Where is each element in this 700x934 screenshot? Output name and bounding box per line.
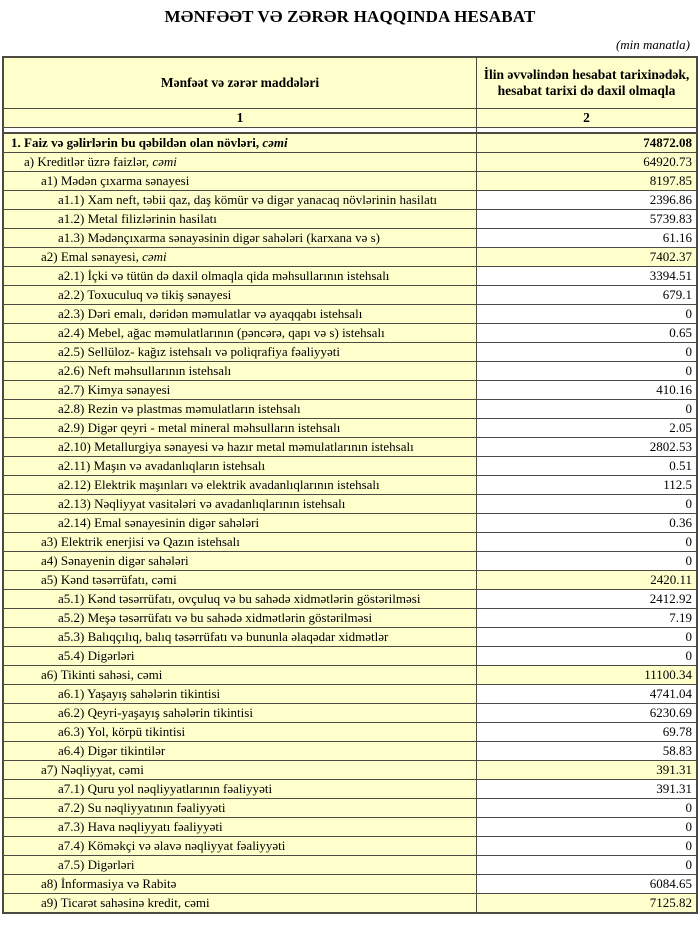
table-row: [4, 400, 696, 419]
row-label: a3) Elektrik enerjisi və Qazın istehsalı: [4, 533, 477, 551]
table-row: [4, 305, 696, 324]
row-value: 391.31: [477, 761, 696, 779]
row-label-cemi-suffix: cəmi: [259, 135, 288, 150]
row-value: 679.1: [477, 286, 696, 304]
row-value: 2420.11: [477, 571, 696, 589]
table-row: [4, 343, 696, 362]
row-label: a5) Kənd təsərrüfatı, cəmi: [4, 571, 477, 589]
table-row: [4, 590, 696, 609]
table-row: [4, 856, 696, 875]
row-label: a2.5) Sellüloz- kağız istehsalı və poliqrafiya fəaliyyəti: [4, 343, 477, 361]
row-label: a2.3) Dəri emalı, dəridən məmulatlar və ayaqqabı istehsalı: [4, 305, 477, 323]
row-label: a2) Emal sənayesi, cəmi: [4, 248, 477, 266]
row-value: 69.78: [477, 723, 696, 741]
table-row: [4, 191, 696, 210]
row-label: a7.2) Su nəqliyyatının fəaliyyəti: [4, 799, 477, 817]
report-table: [2, 56, 698, 914]
row-value: 0: [477, 647, 696, 665]
row-value: 4741.04: [477, 685, 696, 703]
row-value: 0: [477, 628, 696, 646]
row-label: a7.4) Köməkçi və əlavə nəqliyyat fəaliyyəti: [4, 837, 477, 855]
row-value: 410.16: [477, 381, 696, 399]
table-header-row: [4, 58, 696, 109]
table-row: [4, 362, 696, 381]
row-value: 0: [477, 837, 696, 855]
row-value: 0: [477, 343, 696, 361]
table-row: [4, 837, 696, 856]
row-value: 0: [477, 495, 696, 513]
row-label: a5.4) Digərləri: [4, 647, 477, 665]
table-row: [4, 324, 696, 343]
table-row: [4, 172, 696, 191]
table-row: [4, 780, 696, 799]
row-label: a7.5) Digərləri: [4, 856, 477, 874]
row-label: a2.2) Toxuculuq və tikiş sənayesi: [4, 286, 477, 304]
row-value: 2.05: [477, 419, 696, 437]
table-row: [4, 457, 696, 476]
row-value: 112.5: [477, 476, 696, 494]
row-label: a9) Ticarət sahəsinə kredit, cəmi: [4, 894, 477, 912]
row-label: a2.11) Maşın və avadanlıqların istehsalı: [4, 457, 477, 475]
row-label: a6) Tikinti sahəsi, cəmi: [4, 666, 477, 684]
row-value: 0.65: [477, 324, 696, 342]
row-value: 2412.92: [477, 590, 696, 608]
table-row: [4, 495, 696, 514]
row-label: a7.1) Quru yol nəqliyyatlarının fəaliyyəti: [4, 780, 477, 798]
row-label: a2.6) Neft məhsullarının istehsalı: [4, 362, 477, 380]
table-row: [4, 799, 696, 818]
table-row: [4, 438, 696, 457]
table-row: [4, 267, 696, 286]
row-label: a2.4) Mebel, ağac məmulatlarının (pəncərə, qapı və s) istehsalı: [4, 324, 477, 342]
row-label: a2.1) İçki və tütün də daxil olmaqla qida məhsullarının istehsalı: [4, 267, 477, 285]
row-label: a2.12) Elektrik maşınları və elektrik avadanlıqlarının istehsalı: [4, 476, 477, 494]
row-value: 58.83: [477, 742, 696, 760]
row-label: a7.3) Hava nəqliyyatı fəaliyyəti: [4, 818, 477, 836]
row-value: 74872.08: [477, 134, 696, 152]
col1-number-cell: 1: [4, 109, 477, 127]
row-label: a1.1) Xam neft, təbii qaz, daş kömür və digər yanacaq növlərinin hasilatı: [4, 191, 477, 209]
table-row: [4, 153, 696, 172]
table-row: [4, 134, 696, 153]
row-value: 0.51: [477, 457, 696, 475]
table-row: [4, 381, 696, 400]
row-value: 3394.51: [477, 267, 696, 285]
row-label: a2.8) Rezin və plastmas məmulatların istehsalı: [4, 400, 477, 418]
row-value: 2802.53: [477, 438, 696, 456]
row-value: 7.19: [477, 609, 696, 627]
row-value: 11100.34: [477, 666, 696, 684]
row-label: a2.13) Nəqliyyat vasitələri və avadanlıqlarının istehsalı: [4, 495, 477, 513]
row-value: 6230.69: [477, 704, 696, 722]
row-value: 0: [477, 856, 696, 874]
row-label: a2.10) Metallurgiya sənayesi və hazır metal məmulatlarının istehsalı: [4, 438, 477, 456]
table-row: [4, 609, 696, 628]
row-value: 8197.85: [477, 172, 696, 190]
row-label: a6.2) Qeyri-yaşayış sahələrin tikintisi: [4, 704, 477, 722]
row-value: 0.36: [477, 514, 696, 532]
row-label: a2.7) Kimya sənayesi: [4, 381, 477, 399]
col2-number-cell: 2: [477, 109, 696, 127]
row-value: 0: [477, 818, 696, 836]
row-label: a6.4) Digər tikintilər: [4, 742, 477, 760]
row-value: 64920.73: [477, 153, 696, 171]
table-row: [4, 571, 696, 590]
row-label: a2.9) Digər qeyri - metal mineral məhsulların istehsalı: [4, 419, 477, 437]
row-value: 0: [477, 552, 696, 570]
row-label: a1.2) Metal filizlərinin hasilatı: [4, 210, 477, 228]
row-value: 61.16: [477, 229, 696, 247]
row-label: a6.3) Yol, körpü tikintisi: [4, 723, 477, 741]
row-label: a5.3) Balıqçılıq, balıq təsərrüfatı və bununla əlaqədar xidmətlər: [4, 628, 477, 646]
table-row: [4, 210, 696, 229]
table-row: [4, 704, 696, 723]
row-value: 6084.65: [477, 875, 696, 893]
column-number-row: [4, 109, 696, 128]
row-label: a7) Nəqliyyat, cəmi: [4, 761, 477, 779]
row-value: 0: [477, 533, 696, 551]
row-value: 2396.86: [477, 191, 696, 209]
row-label: a6.1) Yaşayış sahələrin tikintisi: [4, 685, 477, 703]
table-row: [4, 533, 696, 552]
table-row: [4, 514, 696, 533]
row-label-cemi-suffix: cəmi: [149, 154, 177, 169]
row-value: 0: [477, 400, 696, 418]
table-row: [4, 286, 696, 305]
table-row: [4, 229, 696, 248]
col1-header-cell: Mənfəət və zərər maddələri: [4, 58, 477, 108]
table-row: [4, 248, 696, 267]
row-label: a8) İnformasiya və Rabitə: [4, 875, 477, 893]
table-row: [4, 742, 696, 761]
row-label: a1.3) Mədənçıxarma sənayəsinin digər sahələri (karxana və s): [4, 229, 477, 247]
table-row: [4, 476, 696, 495]
row-label: a5.2) Meşə təsərrüfatı və bu sahədə xidmətlərin göstərilməsi: [4, 609, 477, 627]
row-label: a4) Sənayenin digər sahələri: [4, 552, 477, 570]
row-value: 0: [477, 305, 696, 323]
row-label: a1) Mədən çıxarma sənayesi: [4, 172, 477, 190]
row-value: 0: [477, 799, 696, 817]
table-row: [4, 894, 696, 912]
row-value: 7402.37: [477, 248, 696, 266]
table-row: [4, 875, 696, 894]
table-row: [4, 419, 696, 438]
table-row: [4, 761, 696, 780]
table-row: [4, 552, 696, 571]
row-value: 5739.83: [477, 210, 696, 228]
row-value: 7125.82: [477, 894, 696, 912]
table-row: [4, 647, 696, 666]
row-label-cemi-suffix: cəmi: [138, 249, 167, 264]
row-value: 0: [477, 362, 696, 380]
row-label: a2.14) Emal sənayesinin digər sahələri: [4, 514, 477, 532]
table-row: [4, 723, 696, 742]
unit-note: (min manatla): [615, 37, 690, 52]
table-row: [4, 818, 696, 837]
page-title: MƏNFƏƏT VƏ ZƏRƏR HAQQINDA HESABAT: [164, 7, 536, 26]
table-row: [4, 685, 696, 704]
table-body: [4, 134, 696, 912]
table-row: [4, 666, 696, 685]
col2-header-cell: İlin əvvəlindən hesabat tarixinədək, hesabat tarixi də daxil olmaqla: [477, 58, 696, 108]
row-label: a) Kreditlər üzrə faizlər, cəmi: [4, 153, 477, 171]
table-row: [4, 628, 696, 647]
row-label: a5.1) Kənd təsərrüfatı, ovçuluq və bu sahədə xidmətlərin göstərilməsi: [4, 590, 477, 608]
row-value: 391.31: [477, 780, 696, 798]
row-label: 1. Faiz və gəlirlərin bu qəbildən olan növləri, cəmi: [4, 134, 477, 152]
